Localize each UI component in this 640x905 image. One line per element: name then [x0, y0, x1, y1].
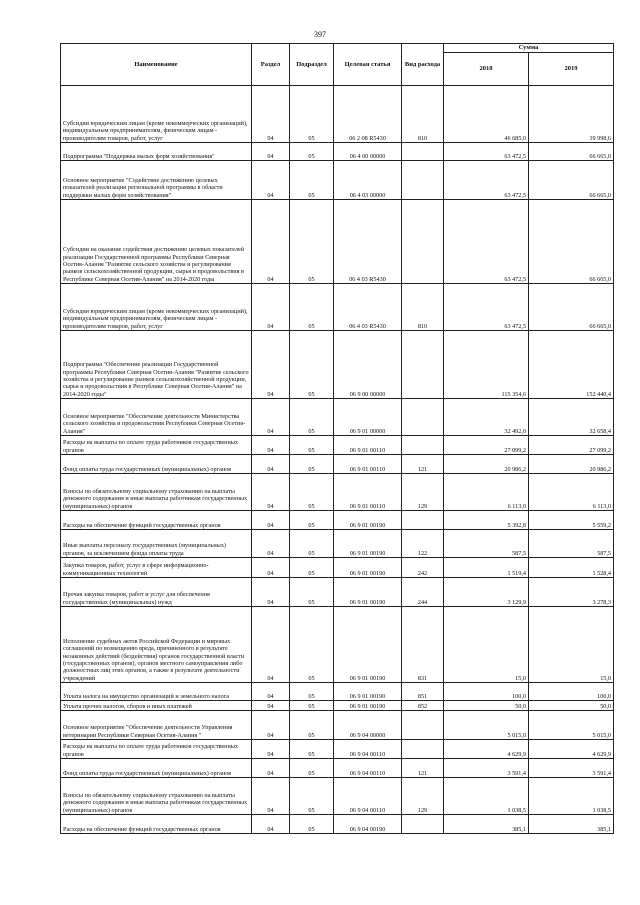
row-name: Уплата прочих налогов, сборов и иных платежей: [61, 701, 252, 711]
table-row: [61, 701, 614, 711]
row-podrazdel: 05: [290, 511, 334, 530]
row-value-2018: 63 472,5: [444, 143, 529, 161]
row-value-2018: 32 492,0: [444, 399, 529, 436]
row-value-2019: 66 665,0: [529, 200, 614, 284]
row-target: 06 9 04 00190: [334, 815, 402, 834]
row-name: Прочая закупка товаров, работ и услуг для обеспечения государственных (муниципальных) нужд: [61, 578, 252, 607]
row-target: 06 9 01 00110: [334, 474, 402, 511]
table-row: [61, 530, 614, 558]
table-row: [61, 578, 614, 607]
table-row: [61, 86, 614, 143]
row-target: 06 9 01 00110: [334, 455, 402, 474]
row-value-2019: 3 278,3: [529, 578, 614, 607]
row-exp-type: 121: [402, 455, 444, 474]
table-row: [61, 474, 614, 511]
row-exp-type: 122: [402, 530, 444, 558]
row-razdel: 04: [252, 558, 290, 578]
table-row: [61, 399, 614, 436]
row-exp-type: 851: [402, 683, 444, 701]
row-target: 06 9 00 00000: [334, 331, 402, 399]
row-razdel: 04: [252, 86, 290, 143]
row-name: Основное мероприятие "Содействие достижению целевых показателей реализации региональной программы в области поддержки малых форм хозяйствования": [61, 161, 252, 200]
row-name: Расходы на обеспечение функций государственных органов: [61, 815, 252, 834]
header-razdel: Раздел: [252, 44, 290, 86]
row-value-2019: 385,1: [529, 815, 614, 834]
row-exp-type: 831: [402, 607, 444, 683]
table-row: [61, 200, 614, 284]
row-name: Взносы по обязательному социальному страхованию на выплаты денежного содержания и иные выплаты работникам государственных (муниципальных) органов: [61, 474, 252, 511]
row-value-2018: 50,0: [444, 701, 529, 711]
row-exp-type: [402, 740, 444, 759]
row-name: Расходы на выплаты по оплате труда работников государственных органов: [61, 436, 252, 455]
row-value-2018: 63 472,5: [444, 284, 529, 331]
row-podrazdel: 05: [290, 143, 334, 161]
table-row: [61, 607, 614, 683]
row-exp-type: [402, 511, 444, 530]
row-podrazdel: 05: [290, 558, 334, 578]
row-target: 06 9 04 00110: [334, 759, 402, 778]
row-target: 06 9 01 00190: [334, 683, 402, 701]
row-target: 06 9 01 00190: [334, 530, 402, 558]
row-razdel: 04: [252, 331, 290, 399]
row-name: Субсидии на оказание содействия достижению целевых показателей реализации Государственной программы Республики Северная Осетия-Алания "Развитие сельского хозяйства и регулирования рынков сельскохозяйственной продукции, сырья и продовольствия в Республике Северная Осетия-Алания" на 2014-2020 годы: [61, 200, 252, 284]
table-row: [61, 711, 614, 740]
row-value-2018: 15,0: [444, 607, 529, 683]
header-sum: Сумма: [444, 44, 614, 53]
row-value-2018: 46 685,0: [444, 86, 529, 143]
row-value-2019: 5 559,2: [529, 511, 614, 530]
row-target: 06 9 01 00190: [334, 558, 402, 578]
row-target: 06 4 03 R5430: [334, 284, 402, 331]
table-row: [61, 558, 614, 578]
row-value-2018: 63 472,5: [444, 200, 529, 284]
row-podrazdel: 05: [290, 578, 334, 607]
row-value-2018: 27 099,2: [444, 436, 529, 455]
row-podrazdel: 05: [290, 455, 334, 474]
row-exp-type: [402, 399, 444, 436]
row-value-2018: 63 472,5: [444, 161, 529, 200]
row-target: 06 4 03 00000: [334, 161, 402, 200]
table-row: [61, 740, 614, 759]
table-row: [61, 815, 614, 834]
row-name: Основное мероприятие "Обеспечение деятельности Министерства сельского хозяйства и продовольствия Республики Северная Осетия-Алания": [61, 399, 252, 436]
row-exp-type: 242: [402, 558, 444, 578]
row-value-2019: 4 629,9: [529, 740, 614, 759]
row-value-2019: 1 038,5: [529, 778, 614, 815]
row-value-2019: 3 591,4: [529, 759, 614, 778]
row-value-2019: 39 998,6: [529, 86, 614, 143]
row-razdel: 04: [252, 161, 290, 200]
row-podrazdel: 05: [290, 815, 334, 834]
row-target: 06 4 03 R5430: [334, 200, 402, 284]
row-value-2018: 100,0: [444, 683, 529, 701]
row-podrazdel: 05: [290, 284, 334, 331]
row-name: Уплата налога на имущество организаций и земельного налога: [61, 683, 252, 701]
table-row: [61, 436, 614, 455]
row-razdel: 04: [252, 284, 290, 331]
row-exp-type: [402, 143, 444, 161]
row-razdel: 04: [252, 200, 290, 284]
row-name: Субсидии юридическим лицам (кроме некоммерческих организаций), индивидуальным предпринимателям, физическим лицам - производителям товаров, работ, услуг: [61, 86, 252, 143]
row-razdel: 04: [252, 815, 290, 834]
row-razdel: 04: [252, 701, 290, 711]
header-name: Наименование: [61, 44, 252, 86]
row-value-2018: 1 038,5: [444, 778, 529, 815]
row-podrazdel: 05: [290, 200, 334, 284]
row-value-2018: 5 015,0: [444, 711, 529, 740]
row-podrazdel: 05: [290, 436, 334, 455]
row-podrazdel: 05: [290, 683, 334, 701]
row-podrazdel: 05: [290, 607, 334, 683]
row-podrazdel: 05: [290, 331, 334, 399]
row-razdel: 04: [252, 578, 290, 607]
row-target: 06 9 04 00110: [334, 740, 402, 759]
row-value-2019: 5 015,0: [529, 711, 614, 740]
row-value-2019: 50,0: [529, 701, 614, 711]
table-row: [61, 683, 614, 701]
row-podrazdel: 05: [290, 711, 334, 740]
row-value-2019: 66 665,0: [529, 161, 614, 200]
row-value-2019: 100,0: [529, 683, 614, 701]
row-razdel: 04: [252, 436, 290, 455]
table-row: [61, 161, 614, 200]
row-value-2019: 1 528,4: [529, 558, 614, 578]
row-target: 06 9 01 00190: [334, 607, 402, 683]
row-target: 06 9 01 00000: [334, 399, 402, 436]
row-name: Взносы по обязательному социальному страхованию на выплаты денежного содержания и иные выплаты работникам государственных (муниципальных) органов: [61, 778, 252, 815]
row-value-2019: 587,5: [529, 530, 614, 558]
row-value-2018: 5 392,8: [444, 511, 529, 530]
row-target: 06 4 00 00000: [334, 143, 402, 161]
row-exp-type: [402, 711, 444, 740]
row-value-2018: 20 986,2: [444, 455, 529, 474]
table-row: [61, 331, 614, 399]
row-target: 06 9 04 00000: [334, 711, 402, 740]
header-2019: 2019: [529, 53, 614, 86]
row-razdel: 04: [252, 778, 290, 815]
row-name: Исполнение судебных актов Российской Федерации и мировых соглашений по возмещению вреда, причиненного в результате незаконных действий (бездействия) органов государственной власти (государственных органов), органов местного самоуправления либо должностных лиц этих органов, а также в результате деятельности учреждений: [61, 607, 252, 683]
row-value-2018: 385,1: [444, 815, 529, 834]
row-value-2019: 66 665,0: [529, 284, 614, 331]
row-razdel: 04: [252, 530, 290, 558]
row-target: 06 2 08 R5430: [334, 86, 402, 143]
row-target: 06 9 01 00190: [334, 578, 402, 607]
row-razdel: 04: [252, 683, 290, 701]
row-exp-type: 810: [402, 86, 444, 143]
row-name: Основное мероприятие "Обеспечение деятельности Управления ветеринарии Республики Северная Осетия-Алания ": [61, 711, 252, 740]
row-value-2018: 6 113,0: [444, 474, 529, 511]
row-razdel: 04: [252, 399, 290, 436]
row-value-2019: 32 658,4: [529, 399, 614, 436]
row-value-2019: 15,0: [529, 607, 614, 683]
row-name: Закупка товаров, работ, услуг в сфере информационно-коммуникационных технологий: [61, 558, 252, 578]
row-value-2019: 66 665,0: [529, 143, 614, 161]
row-podrazdel: 05: [290, 740, 334, 759]
table-row: [61, 511, 614, 530]
row-value-2019: 152 440,4: [529, 331, 614, 399]
row-razdel: 04: [252, 607, 290, 683]
row-value-2018: 3 129,9: [444, 578, 529, 607]
row-name: Подпрограмма "Поддержка малых форм хозяйствования": [61, 143, 252, 161]
row-razdel: 04: [252, 711, 290, 740]
row-exp-type: [402, 200, 444, 284]
row-podrazdel: 05: [290, 399, 334, 436]
row-exp-type: 129: [402, 778, 444, 815]
table-row: [61, 143, 614, 161]
row-target: 06 9 01 00110: [334, 436, 402, 455]
row-exp-type: 244: [402, 578, 444, 607]
row-value-2018: 4 629,9: [444, 740, 529, 759]
row-podrazdel: 05: [290, 530, 334, 558]
row-exp-type: [402, 436, 444, 455]
row-razdel: 04: [252, 740, 290, 759]
row-podrazdel: 05: [290, 701, 334, 711]
row-value-2018: 1 519,4: [444, 558, 529, 578]
row-razdel: 04: [252, 143, 290, 161]
budget-table: [60, 43, 614, 834]
header-exp-type: Вид расхода: [402, 44, 444, 86]
row-value-2018: 115 354,6: [444, 331, 529, 399]
row-podrazdel: 05: [290, 86, 334, 143]
row-exp-type: [402, 161, 444, 200]
row-podrazdel: 05: [290, 474, 334, 511]
row-podrazdel: 05: [290, 759, 334, 778]
row-target: 06 9 01 00190: [334, 511, 402, 530]
row-value-2018: 3 591,4: [444, 759, 529, 778]
row-exp-type: [402, 331, 444, 399]
row-exp-type: 129: [402, 474, 444, 511]
row-value-2019: 6 113,0: [529, 474, 614, 511]
row-razdel: 04: [252, 511, 290, 530]
table-row: [61, 778, 614, 815]
row-target: 06 9 04 00110: [334, 778, 402, 815]
header-2018: 2018: [444, 53, 529, 86]
row-name: Подпрограмма "Обеспечение реализации Государственной программы Республики Северная Осетия-Алания "Развитие сельского хозяйства и регулирование рынков сельскохозяйственной продукции, сырья и продовольствия в Республике Северная Осетия-Алания" на 2014-2020 годы": [61, 331, 252, 399]
row-razdel: 04: [252, 759, 290, 778]
row-podrazdel: 05: [290, 161, 334, 200]
page-number: 397: [314, 30, 326, 39]
row-value-2018: 587,5: [444, 530, 529, 558]
row-razdel: 04: [252, 455, 290, 474]
row-target: 06 9 01 00190: [334, 701, 402, 711]
table-row: [61, 455, 614, 474]
header-podrazdel: Подраздел: [290, 44, 334, 86]
row-name: Иные выплаты персоналу государственных (муниципальных) органов, за исключением фонда оплаты труда: [61, 530, 252, 558]
row-podrazdel: 05: [290, 778, 334, 815]
row-value-2019: 27 099,2: [529, 436, 614, 455]
row-name: Расходы на выплаты по оплате труда работников государственных органов: [61, 740, 252, 759]
table-row: [61, 284, 614, 331]
row-razdel: 04: [252, 474, 290, 511]
row-name: Фонд оплаты труда государственных (муниципальных) органов: [61, 455, 252, 474]
row-name: Расходы на обеспечение функций государственных органов: [61, 511, 252, 530]
row-exp-type: 852: [402, 701, 444, 711]
row-name: Субсидии юридическим лицам (кроме некоммерческих организаций), индивидуальным предпринимателям, физическим лицам - производителям товаров, работ, услуг: [61, 284, 252, 331]
header-target: Целевая статья: [334, 44, 402, 86]
row-exp-type: 810: [402, 284, 444, 331]
table-row: [61, 759, 614, 778]
row-name: Фонд оплаты труда государственных (муниципальных) органов: [61, 759, 252, 778]
row-exp-type: 121: [402, 759, 444, 778]
row-exp-type: [402, 815, 444, 834]
row-value-2019: 20 986,2: [529, 455, 614, 474]
